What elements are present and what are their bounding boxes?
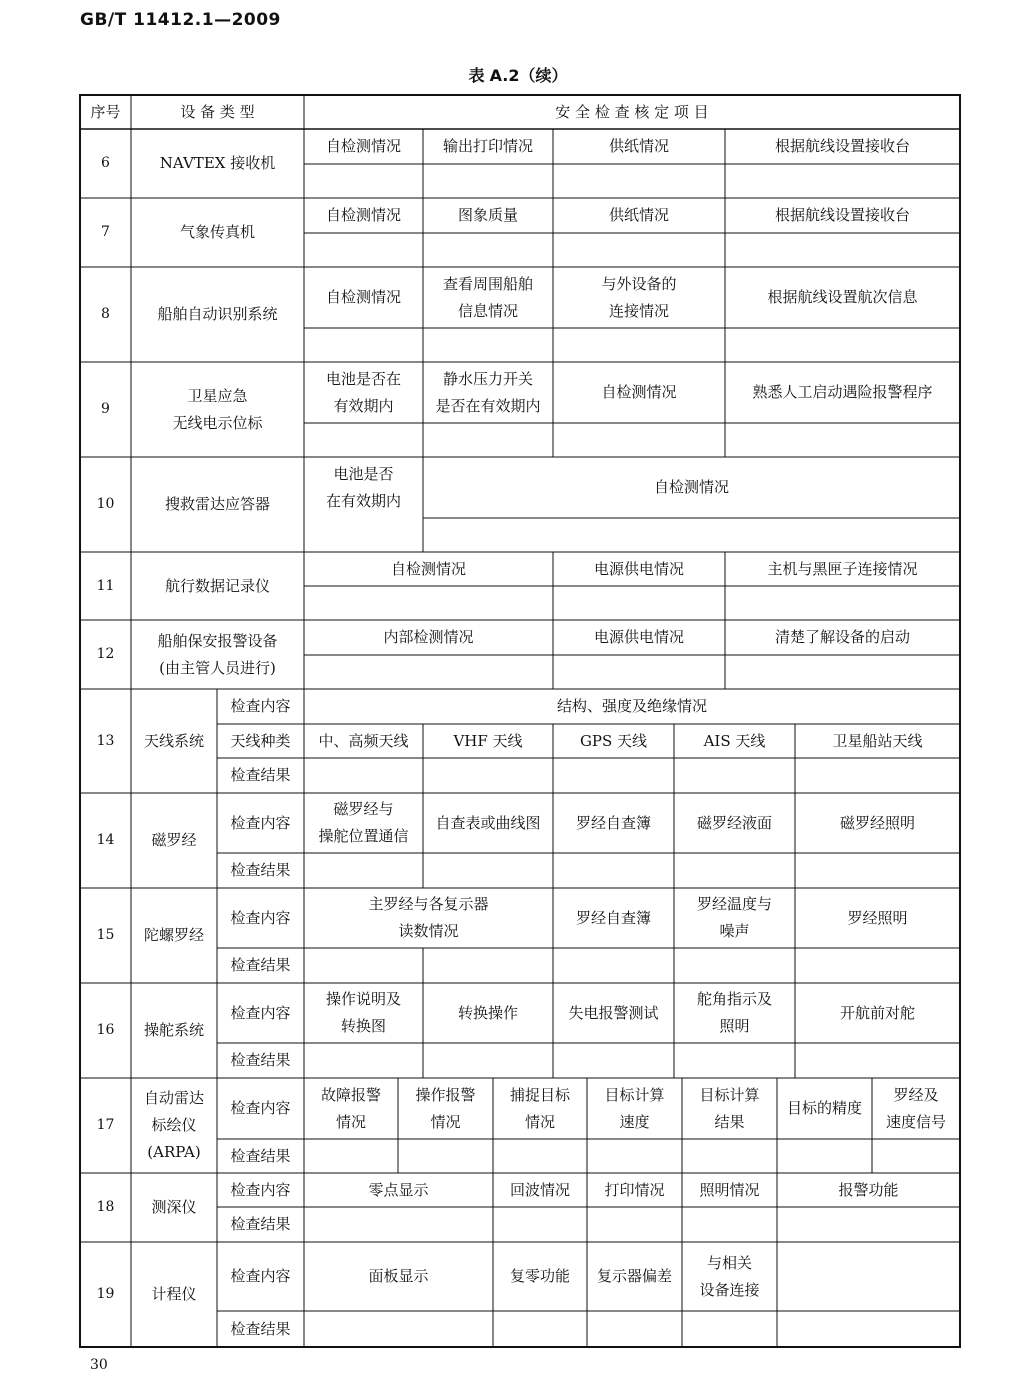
row17-item4	[587, 1078, 682, 1139]
row19-item4	[682, 1242, 777, 1311]
row9-item1-line2: 有效期内	[333, 396, 394, 415]
row17-item1-line1: 故障报警	[320, 1085, 381, 1104]
caption-prefix: 表	[468, 66, 485, 85]
row9-item2	[423, 362, 553, 423]
row16-no: 16	[96, 1022, 115, 1038]
row7-item3: 供纸情况	[608, 206, 669, 224]
row10-name: 搜救雷达应答器	[164, 495, 270, 513]
row11-item3: 主机与黑匣子连接情况	[767, 559, 918, 578]
row17-item7	[872, 1078, 960, 1139]
row15-item3-line2: 噪声	[719, 922, 750, 940]
row18-no: 18	[96, 1199, 115, 1215]
row16-item5: 开航前对舵	[839, 1003, 915, 1022]
row17-item7-line2: 速度信号	[885, 1112, 946, 1131]
row9-item1	[304, 362, 423, 423]
row16-item3: 失电报警测试	[568, 1003, 659, 1022]
row13-content: 结构、强度及绝缘情况	[556, 697, 707, 715]
row19-item2: 复零功能	[509, 1267, 570, 1285]
row16-item4	[674, 983, 795, 1043]
row15-item4: 罗经照明	[847, 908, 908, 927]
row8-item4: 根据航线设置航次信息	[767, 288, 918, 306]
row6-item4: 根据航线设置接收台	[774, 137, 910, 155]
standard-number: GB/T 11412.1—2009	[80, 10, 281, 30]
row15-name: 陀螺罗经	[143, 926, 204, 944]
row17-item2-line1: 操作报警	[415, 1085, 476, 1104]
row14-item2: 自查表或曲线图	[435, 813, 541, 832]
row10-item1-line2: 在有效期内	[325, 491, 401, 510]
row12-no: 12	[96, 646, 115, 662]
row9-item4: 熟悉人工启动遇险报警程序	[752, 383, 933, 401]
row16-item4-line1: 舵角指示及	[696, 990, 772, 1008]
row11-no: 11	[96, 577, 115, 594]
row6-item3: 供纸情况	[608, 137, 669, 155]
row11-item2: 电源供电情况	[593, 559, 684, 578]
row12-item3: 清楚了解设备的启动	[774, 628, 910, 646]
row12-item2: 电源供电情况	[593, 628, 684, 646]
row17-item7-line1: 罗经及	[893, 1085, 939, 1104]
row19-sub-result: 检查结果	[230, 1319, 291, 1338]
row8-item3-line1: 与外设备的	[601, 274, 677, 293]
row8-no: 8	[101, 306, 110, 322]
row13-sub-content: 检查内容	[230, 697, 291, 715]
row10-item1	[304, 457, 423, 518]
row11-name: 航行数据记录仪	[164, 576, 270, 595]
row14-item5: 磁罗经照明	[839, 813, 915, 832]
row15-item1	[304, 888, 553, 948]
row18-item5: 报警功能	[838, 1180, 899, 1199]
row17-item3-line1: 捕捉目标	[509, 1085, 570, 1104]
row16-item1-line1: 操作说明及	[325, 990, 401, 1008]
row17-item5	[682, 1078, 777, 1139]
row17-no: 17	[96, 1117, 115, 1133]
row14-item3: 罗经自查簿	[575, 813, 651, 832]
row14-sub-result: 检查结果	[230, 861, 291, 879]
row7-no: 7	[101, 224, 110, 240]
row8-item3-line2: 连接情况	[608, 301, 669, 320]
row9-item2-line1: 静水压力开关	[442, 369, 533, 388]
row17-name-line1: 自动雷达	[143, 1089, 204, 1107]
row17-sub-content: 检查内容	[230, 1099, 291, 1117]
row15-item3	[674, 888, 795, 948]
row6-no: 6	[101, 155, 110, 171]
row8-item2-line2: 信息情况	[457, 301, 518, 320]
row18-item1: 零点显示	[368, 1180, 429, 1199]
row14-item4: 磁罗经液面	[696, 813, 772, 832]
row18-name: 测深仪	[151, 1198, 197, 1216]
row17-name-line2: 标绘仪	[151, 1116, 197, 1134]
page-number: 30	[90, 1357, 108, 1373]
row11-item1: 自检测情况	[390, 559, 466, 578]
row16-item2: 转换操作	[457, 1003, 518, 1022]
row17-name-line3: (ARPA)	[147, 1143, 201, 1161]
row18-item2: 回波情况	[509, 1180, 570, 1199]
row17-item5-line2: 结果	[714, 1112, 745, 1131]
row9-item2-line2: 是否在有效期内	[435, 396, 541, 415]
row15-sub-content: 检查内容	[230, 908, 291, 927]
row19-item4-line1: 与相关	[706, 1253, 752, 1272]
row13-sub-type: 天线种类	[230, 731, 291, 750]
row9-no: 9	[101, 401, 110, 417]
row16-name: 操舵系统	[143, 1021, 204, 1039]
row19-item3: 复示器偏差	[596, 1267, 672, 1285]
row13-sub-result: 检查结果	[230, 766, 291, 784]
row19-no: 19	[96, 1286, 115, 1302]
row6-item2: 输出打印情况	[442, 137, 533, 155]
row9-name-line2: 无线电示位标	[172, 413, 263, 432]
row6-item1: 自检测情况	[325, 137, 401, 155]
header-no: 序号	[90, 102, 121, 121]
row15-item1-line1: 主罗经与各复示器	[368, 895, 489, 913]
header-items: 安 全 检 查 核 定 项 目	[555, 102, 709, 121]
row9-name-line1: 卫星应急	[187, 386, 248, 405]
row10-no: 10	[96, 496, 115, 512]
row7-name: 气象传真机	[179, 223, 255, 241]
row8-item3	[553, 267, 725, 328]
row15-no: 15	[96, 927, 115, 943]
row13-type1: 中、高频天线	[318, 731, 409, 750]
row17-item1-line2: 情况	[335, 1112, 366, 1131]
row17-item5-line1: 目标计算	[699, 1085, 760, 1104]
row17-item1	[304, 1078, 398, 1139]
row12-name	[131, 620, 304, 689]
row14-no: 14	[96, 832, 115, 848]
row18-item3: 打印情况	[604, 1180, 665, 1199]
row14-name: 磁罗经	[151, 831, 197, 849]
row9-item1-line1: 电池是否在	[325, 369, 401, 388]
row16-item1	[304, 983, 423, 1043]
row12-name-line2: (由主管人员进行)	[159, 658, 276, 677]
row14-sub-content: 检查内容	[230, 813, 291, 832]
row8-item2	[423, 267, 553, 328]
header-type: 设 备 类 型	[180, 102, 255, 121]
row17-item2-line2: 情况	[430, 1112, 461, 1131]
row17-name	[131, 1078, 217, 1173]
row7-item2: 图象质量	[457, 206, 518, 224]
row19-item4-line2: 设备连接	[699, 1280, 760, 1299]
row19-item1: 面板显示	[368, 1267, 429, 1285]
row13-type3: GPS 天线	[579, 731, 648, 750]
row17-item3-line2: 情况	[524, 1112, 555, 1131]
row17-item3	[493, 1078, 587, 1139]
row6-name: NAVTEX 接收机	[159, 154, 276, 172]
row9-item3: 自检测情况	[601, 383, 677, 401]
row17-item6: 目标的精度	[786, 1099, 862, 1117]
row13-type5: 卫星船站天线	[832, 731, 923, 750]
row15-item1-line2: 读数情况	[398, 922, 459, 940]
row13-no: 13	[96, 732, 115, 749]
row18-item4: 照明情况	[699, 1180, 760, 1199]
row8-name: 船舶自动识别系统	[157, 305, 278, 323]
row13-type4: AIS 天线	[703, 731, 766, 750]
row16-sub-result: 检查结果	[230, 1051, 291, 1069]
row13-type2: VHF 天线	[453, 731, 523, 750]
row17-sub-result: 检查结果	[230, 1146, 291, 1165]
row8-item1: 自检测情况	[325, 288, 401, 306]
row10-item2: 自检测情况	[653, 478, 729, 496]
row8-item2-line1: 查看周围船舶	[442, 274, 533, 293]
row15-sub-result: 检查结果	[230, 956, 291, 974]
row14-item1	[304, 793, 423, 853]
row19-sub-content: 检查内容	[230, 1267, 291, 1285]
row18-sub-result: 检查结果	[230, 1215, 291, 1233]
row12-item1: 内部检测情况	[383, 628, 474, 646]
row14-item1-line2: 操舵位置通信	[318, 827, 409, 845]
row15-item3-line1: 罗经温度与	[696, 895, 772, 913]
row16-item1-line2: 转换图	[340, 1017, 386, 1035]
row9-name	[131, 362, 304, 457]
row16-item4-line2: 照明	[719, 1017, 750, 1035]
row17-item2	[398, 1078, 493, 1139]
row17-item4-line1: 目标计算	[604, 1085, 665, 1104]
row13-name: 天线系统	[143, 731, 204, 750]
row17-item4-line2: 速度	[619, 1112, 650, 1131]
row18-sub-content: 检查内容	[230, 1180, 291, 1199]
row7-item1: 自检测情况	[325, 206, 401, 224]
row10-item1-line1: 电池是否	[333, 464, 394, 483]
row12-name-line1: 船舶保安报警设备	[157, 631, 278, 650]
row15-item2: 罗经自查簿	[575, 908, 651, 927]
row14-item1-line1: 磁罗经与	[333, 800, 394, 818]
row7-item4: 根据航线设置接收台	[774, 206, 910, 224]
row16-sub-content: 检查内容	[230, 1003, 291, 1022]
row19-name: 计程仪	[151, 1285, 197, 1303]
caption-label: A.2（续）	[489, 66, 568, 85]
